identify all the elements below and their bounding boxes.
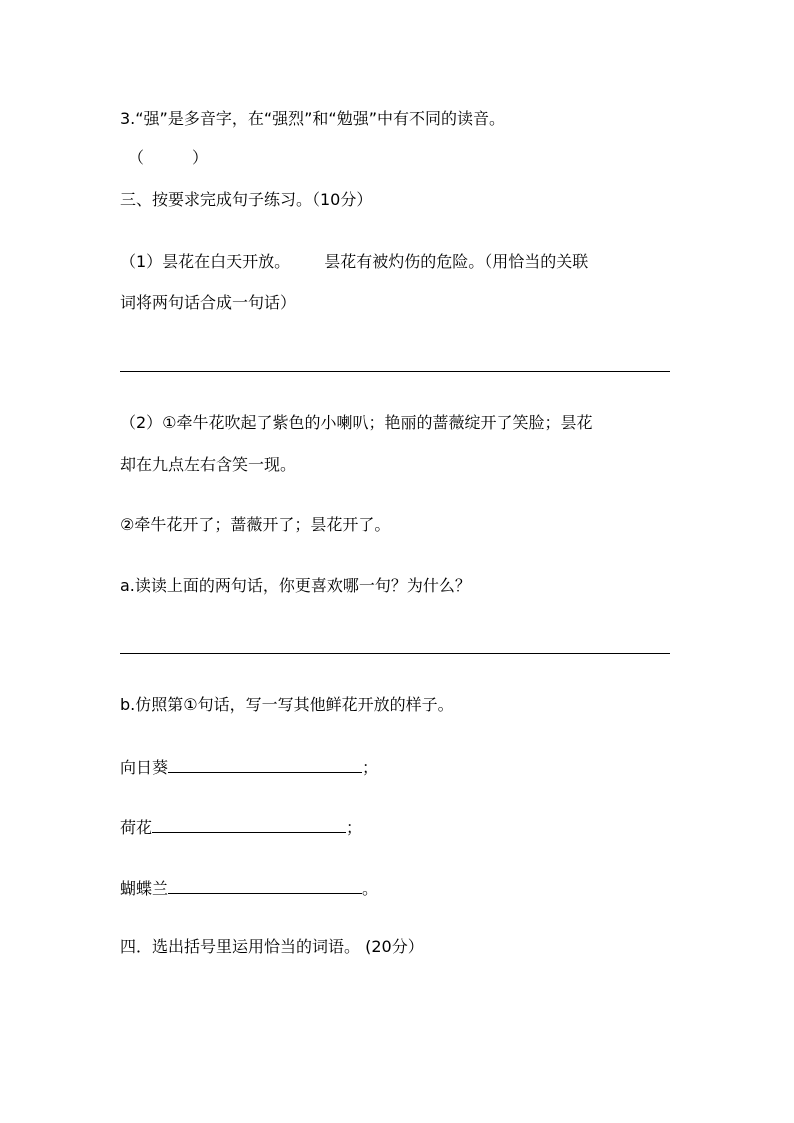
fill-in-orchid — [120, 877, 378, 900]
orchid-end-punct: 。 — [362, 879, 379, 898]
item-1-line-1 — [120, 251, 588, 273]
lotus-blank[interactable] — [152, 816, 346, 833]
fill-in-lotus — [120, 816, 362, 839]
item-2-sentence-1-line-1: （2）①牵牛花吹起了紫色的小喇叭；艳丽的蔷薇绽开了笑脸；昙花 — [120, 413, 593, 432]
sunflower-blank[interactable] — [168, 756, 362, 773]
orchid-label: 蝴蝶兰 — [120, 879, 169, 898]
sunflower-end-punct: ； — [362, 758, 379, 777]
question-a: a.读读上面的两句话，你更喜欢哪一句？为什么？ — [120, 576, 471, 595]
question-3-text: 3.“强”是多音字，在“强烈”和“勉强”中有不同的读音。 — [120, 109, 506, 128]
item-1-answer-line[interactable] — [120, 371, 670, 372]
item-2-sentence-2: ②牵牛花开了；蔷薇开了；昙花开了。 — [120, 515, 391, 534]
section-4-heading: 四．选出括号里运用恰当的词语。 (20分） — [120, 937, 424, 956]
item-2-sentence-1-line-2: 却在九点左右含笑一现。 — [120, 455, 297, 474]
sunflower-label: 向日葵 — [120, 758, 169, 777]
orchid-blank[interactable] — [168, 877, 362, 894]
fill-in-sunflower — [120, 756, 378, 779]
question-b: b.仿照第①句话，写一写其他鲜花开放的样子。 — [120, 695, 454, 714]
item-1-line-2: 词将两句话合成一句话） — [120, 293, 297, 312]
lotus-label: 荷花 — [120, 818, 153, 837]
question-a-answer-line[interactable] — [120, 653, 670, 654]
item-1-sentence-a: （1）昙花在白天开放。 — [120, 252, 291, 271]
section-3-heading: 三、按要求完成句子练习。（10分） — [120, 190, 373, 209]
question-3-answer-parentheses[interactable]: （ ） — [128, 148, 209, 167]
lotus-end-punct: ； — [346, 818, 363, 837]
item-1-sentence-b: 昙花有被灼伤的危险。（用恰当的关联 — [324, 252, 589, 271]
